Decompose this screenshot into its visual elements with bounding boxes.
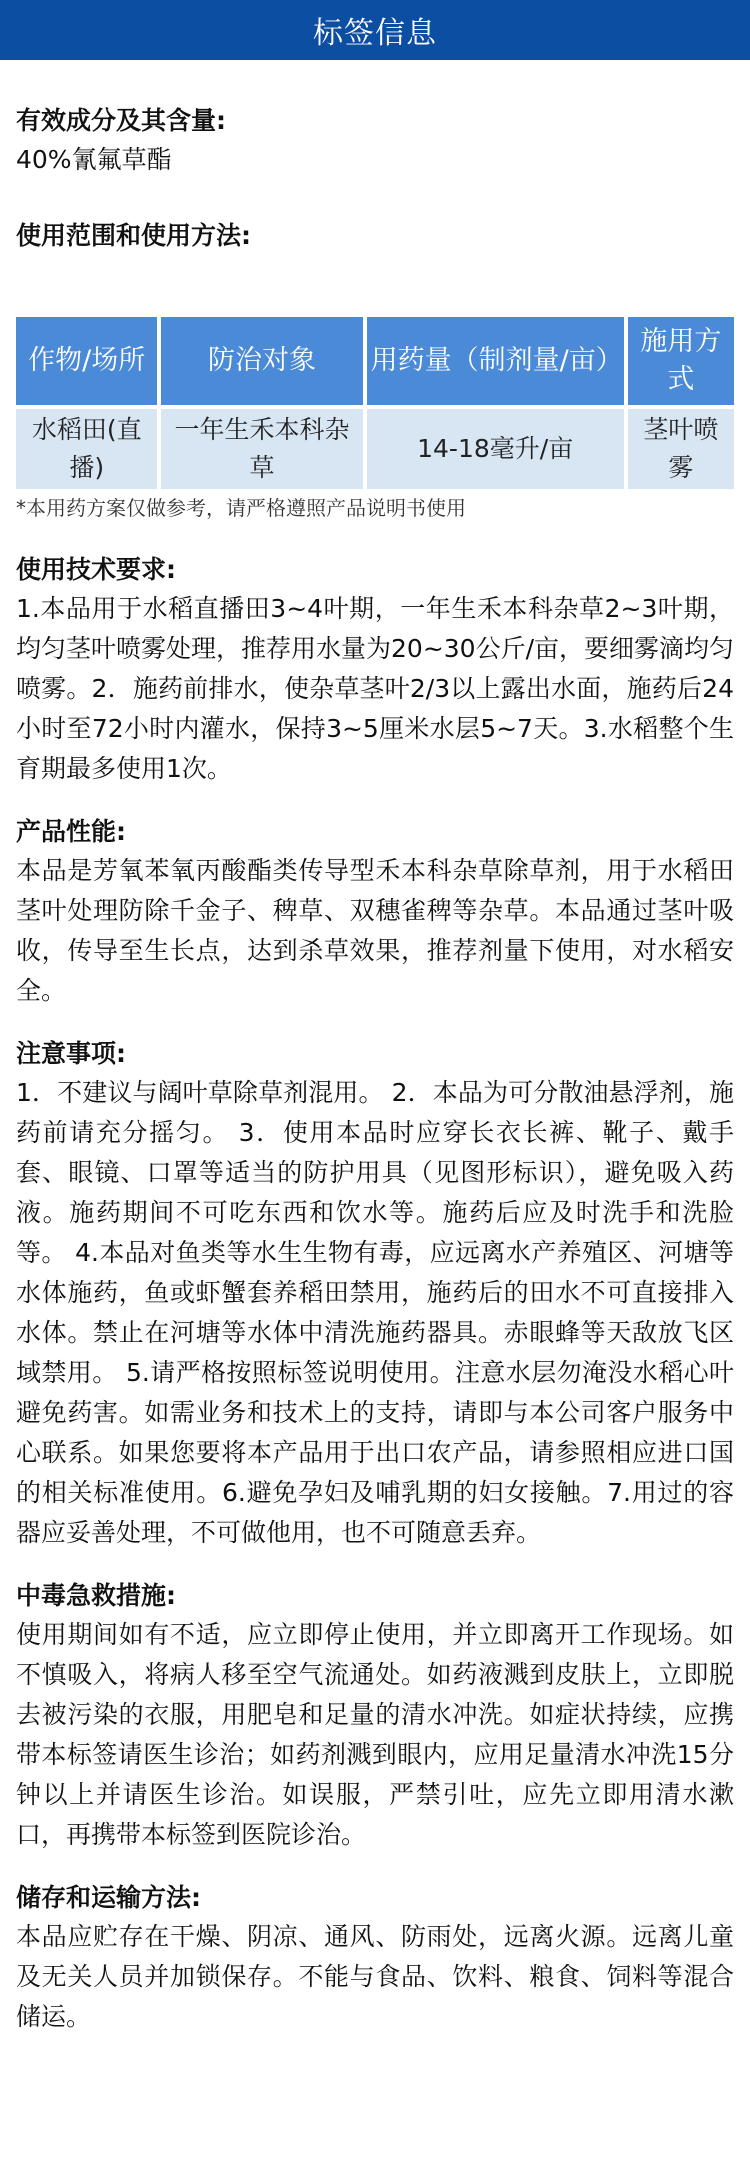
technique-text: 1.本品用于水稻直播田3~4叶期，一年生禾本科杂草2~3叶期，均匀茎叶喷雾处理，推荐用水量为20~30公斤/亩，要细雾滴均匀喷雾。2．施药前排水，使杂草茎叶2/3以上露出水面，施药后24小时至72小时内灌水，保持3~5厘米水层5~7天。3.水稻整个生育期最多使用1次。	[16, 594, 734, 783]
technique-title: 使用技术要求:	[16, 555, 176, 584]
ingredient-value: 40%氰氟草酯	[16, 145, 172, 174]
performance-text: 本品是芳氧苯氧丙酸酯类传导型禾本科杂草除草剂，用于水稻田茎叶处理防除千金子、稗草、双穗雀稗等杂草。本品通过茎叶吸收，传导至生长点，达到杀草效果，推荐剂量下使用，对水稻安全。	[16, 856, 734, 1005]
technique-section	[16, 551, 734, 789]
cell-crop: 水稻田(直播)	[16, 409, 157, 489]
usage-table-wrap	[16, 313, 734, 493]
performance-section	[16, 813, 734, 1011]
usage-title: 使用范围和使用方法:	[16, 221, 251, 250]
firstaid-title: 中毒急救措施:	[16, 1581, 176, 1610]
column-header-dosage: 用药量（制剂量/亩）	[367, 317, 624, 405]
column-header-method: 施用方式	[628, 317, 734, 405]
ingredient-section	[16, 102, 734, 180]
label-content	[0, 102, 750, 2037]
usage-note: *本用药方案仅做参考，请严格遵照产品说明书使用	[16, 496, 466, 520]
header-bar	[0, 0, 750, 60]
precautions-text: 1．不建议与阔叶草除草剂混用。 2．本品为可分散油悬浮剂，施药前请充分摇匀。 3．使用本品时应穿长衣长裤、靴子、戴手套、眼镜、口罩等适当的防护用具（见图形标识），避免吸入药液。施药期间不可吃东西和饮水等。施药后应及时洗手和洗脸等。 4.本品对鱼类等水生生物有毒，应远离水产养殖区、河塘等水体施药，鱼或虾蟹套养稻田禁用，施药后的田水不可直接排入水体。禁止在河塘等水体中清洗施药器具。赤眼蜂等天敌放飞区域禁用。 5.请严格按照标签说明使用。注意水层勿淹没水稻心叶避免药害。如需业务和技术上的支持，请即与本公司客户服务中心联系。如果您要将本产品用于出口农产品，请参照相应进口国的相关标准使用。6.避免孕妇及哺乳期的妇女接触。7.用过的容器应妥善处理，不可做他用，也不可随意丢弃。	[16, 1078, 734, 1547]
storage-title: 储存和运输方法:	[16, 1883, 201, 1912]
precautions-section	[16, 1035, 734, 1553]
firstaid-section	[16, 1577, 734, 1855]
precautions-title: 注意事项:	[16, 1039, 126, 1068]
storage-section	[16, 1879, 734, 2037]
cell-method: 茎叶喷雾	[628, 409, 734, 489]
cell-target: 一年生禾本科杂草	[161, 409, 362, 489]
column-header-crop: 作物/场所	[16, 317, 157, 405]
cell-dosage: 14-18毫升/亩	[367, 409, 624, 489]
column-header-target: 防治对象	[161, 317, 362, 405]
table-header-row	[16, 317, 734, 405]
storage-text: 本品应贮存在干燥、阴凉、通风、防雨处，远离火源。远离儿童及无关人员并加锁保存。不能与食品、饮料、粮食、饲料等混合储运。	[16, 1922, 734, 2031]
performance-title: 产品性能:	[16, 817, 126, 846]
ingredient-title: 有效成分及其含量:	[16, 106, 226, 135]
usage-section	[16, 217, 734, 523]
page-title: 标签信息	[313, 16, 437, 51]
table-row	[16, 409, 734, 489]
firstaid-text: 使用期间如有不适，应立即停止使用，并立即离开工作现场。如不慎吸入，将病人移至空气流通处。如药液溅到皮肤上，立即脱去被污染的衣服，用肥皂和足量的清水冲洗。如症状持续，应携带本标签请医生诊治；如药剂溅到眼内，应用足量清水冲洗15分钟以上并请医生诊治。如误服，严禁引吐，应先立即用清水漱口，再携带本标签到医院诊治。	[16, 1620, 734, 1849]
usage-table	[12, 313, 738, 493]
